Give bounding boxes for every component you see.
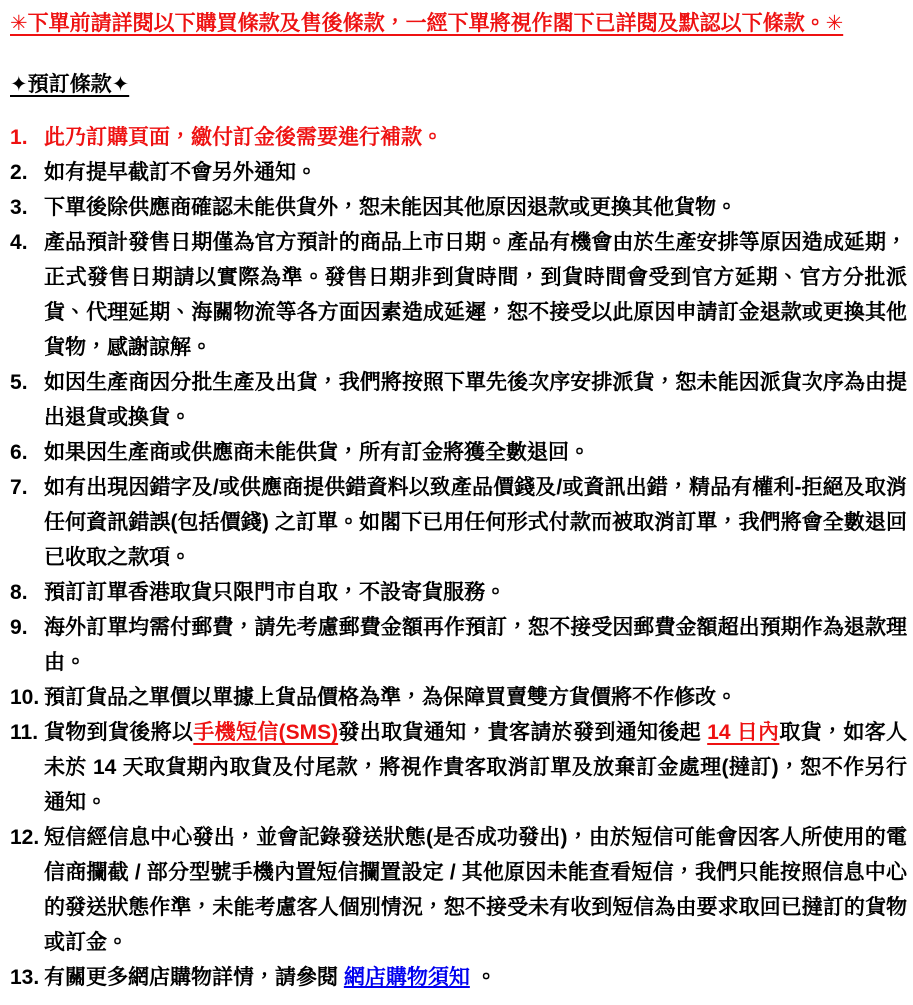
- term-text: 如因生產商因分批生產及出貨，我們將按照下單先後次序安排派貨，恕未能因派貨次序為由提出退貨或換貨。: [44, 371, 907, 430]
- term-text: 。: [469, 966, 497, 990]
- term-item-10: [8, 680, 907, 715]
- term-item-2: [8, 155, 907, 190]
- term-item-3: [8, 190, 907, 225]
- term-item-4: [8, 225, 907, 365]
- highlighted-term-text: 手機短信(SMS): [193, 721, 339, 745]
- term-text: 有關更多網店購物詳情，請參閱: [44, 966, 344, 990]
- term-text: 如有出現因錯字及/或供應商提供錯資料以致產品價錢及/或資訊出錯，精品有權利-拒絕及取消任何資訊錯誤(包括價錢) 之訂單。如閣下已用任何形式付款而被取消訂單，我們將會全數退回已收取之款項。: [44, 476, 907, 570]
- term-item-11: [8, 715, 907, 820]
- term-text: 預訂貨品之單價以單據上貨品價格為準，為保障買賣雙方貨價將不作修改。: [44, 686, 737, 710]
- term-item-12: [8, 820, 907, 960]
- term-text: 下單後除供應商確認未能供貨外，恕未能因其他原因退款或更換其他貨物。: [44, 196, 737, 220]
- term-text: 短信經信息中心發出，並會記錄發送狀態(是否成功發出)，由於短信可能會因客人所使用的電信商攔截 / 部分型號手機內置短信攔置設定 / 其他原因未能查看短信，我們只能按照信息中心的發送狀態作準，未能考慮客人個別情況，恕不接受未有收到短信為由要求取回已撻訂的貨物或訂金。: [44, 826, 907, 955]
- term-item-5: [8, 365, 907, 435]
- term-text: 產品預計發售日期僅為官方預計的商品上市日期。產品有機會由於生產安排等原因造成延期，正式發售日期請以實際為準。發售日期非到貨時間，到貨時間會受到官方延期、官方分批派貨、代理延期、海關物流等各方面因素造成延遲，恕不接受以此原因申請訂金退款或更換其他貨物，感謝諒解。: [44, 231, 907, 360]
- term-text: 此乃訂購頁面，繳付訂金後需要進行補款。: [44, 126, 443, 150]
- term-item-8: [8, 575, 907, 610]
- terms-warning-header: ✳下單前請詳閱以下購買條款及售後條款，一經下單將視作閣下已詳閱及默認以下條款。✳: [10, 12, 844, 35]
- terms-list: [8, 120, 907, 995]
- term-text: 海外訂單均需付郵費，請先考慮郵費金額再作預訂，恕不接受因郵費金額超出預期作為退款理由。: [44, 616, 907, 675]
- term-text: 如果因生產商或供應商未能供貨，所有訂金將獲全數退回。: [44, 441, 590, 465]
- store-shopping-notice-link[interactable]: 網店購物須知: [343, 966, 470, 990]
- term-text: 發出取貨通知，貴客請於發到通知後起: [338, 721, 708, 745]
- highlighted-term-text: 14 日內: [707, 721, 780, 745]
- term-item-1: [8, 120, 907, 155]
- term-text: 如有提早截訂不會另外通知。: [44, 161, 317, 185]
- preorder-terms-title: ✦預訂條款✦: [10, 73, 130, 97]
- term-text: 貨物到貨後將以: [44, 721, 194, 745]
- term-text: 預訂訂單香港取貨只限門市自取，不設寄貨服務。: [44, 581, 506, 605]
- term-item-9: [8, 610, 907, 680]
- term-item-7: [8, 470, 907, 575]
- term-item-6: [8, 435, 907, 470]
- term-item-13: [8, 960, 907, 995]
- term-text: 取貨，如客人未於 14 天取貨期內取貨及付尾款，將視作貴客取消訂單及放棄訂金處理(撻訂)，恕不作另行通知。: [44, 721, 907, 815]
